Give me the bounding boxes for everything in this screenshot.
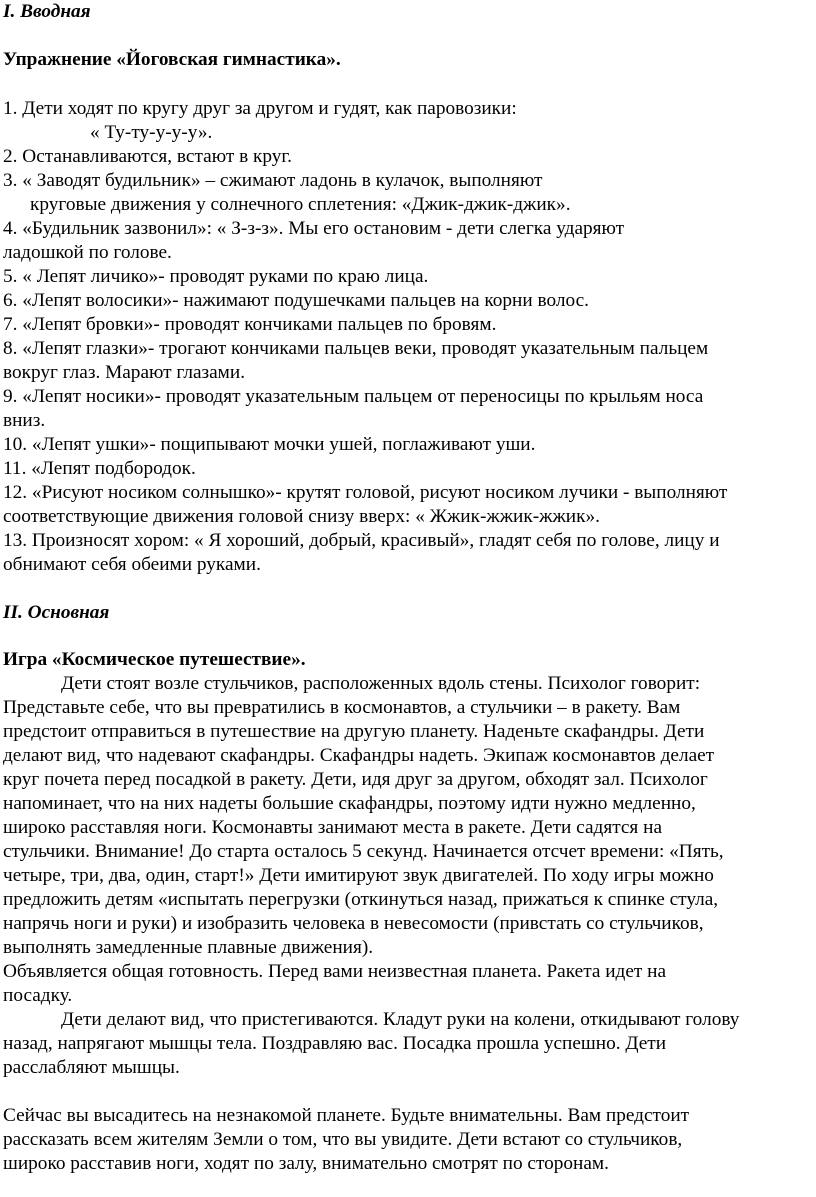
text-line: 12. «Рисуют носиком солнышко»- крутят головой, рисуют носиком лучики - выполняют [3, 482, 728, 503]
section-heading-introductory: I. Вводная [3, 1, 91, 22]
text-line: обнимают себя обеими руками. [3, 554, 261, 575]
text-line: вниз. [3, 410, 46, 431]
text-line: 11. «Лепят подбородок. [3, 458, 196, 479]
text-line: расслабляют мышцы. [3, 1057, 180, 1078]
text-line: 9. «Лепят носики»- проводят указательным пальцем от переносицы по крыльям носа [3, 386, 704, 407]
text-line: 8. «Лепят глазки»- трогают кончиками пальцев веки, проводят указательным пальцем [3, 338, 709, 359]
text-line: напоминает, что на них надеты большие скафандры, поэтому идти нужно медленно, [3, 793, 696, 814]
text-line: 7. «Лепят бровки»- проводят кончиками пальцев по бровям. [3, 314, 497, 335]
text-line: круговые движения у солнечного сплетения: «Джик-джик-джик». [30, 194, 571, 215]
text-line: Объявляется общая готовность. Перед вами неизвестная планета. Ракета идет на [3, 961, 667, 982]
text-line: выполнять замедленные плавные движения). [3, 937, 374, 958]
text-line: 5. « Лепят личико»- проводят руками по краю лица. [3, 266, 429, 287]
text-line: 6. «Лепят волосики»- нажимают подушечками пальцев на корни волос. [3, 290, 589, 311]
text-line: четыре, три, два, один, старт!» Дети имитируют звук двигателей. По ходу игры можно [3, 865, 714, 886]
text-line: делают вид, что надевают скафандры. Скафандры надеть. Экипаж космонавтов делает [3, 745, 715, 766]
text-line: 1. Дети ходят по кругу друг за другом и гудят, как паровозики: [3, 98, 517, 119]
text-line: 3. « Заводят будильник» – сжимают ладонь в кулачок, выполняют [3, 170, 543, 191]
text-line: предложить детям «испытать перегрузки (откинуться назад, прижаться к спинке стула, [3, 889, 719, 910]
text-line: круг почета перед посадкой в ракету. Дети, идя друг за другом, обходят зал. Психолог [3, 769, 708, 790]
text-line: назад, напрягают мышцы тела. Поздравляю вас. Посадка прошла успешно. Дети [3, 1033, 667, 1054]
text-line: 4. «Будильник зазвонил»: « З-з-з». Мы его остановим - дети слегка ударяют [3, 218, 625, 239]
text-line: напрячь ноги и руки) и изобразить человека в невесомости (привстать со стульчиков, [3, 913, 704, 934]
text-line: Представьте себе, что вы превратились в космонавтов, а стульчики – в ракету. Вам [3, 697, 681, 718]
text-line: Дети делают вид, что пристегиваются. Кладут руки на колени, откидывают голову [61, 1009, 740, 1030]
text-line: ладошкой по голове. [3, 242, 172, 263]
text-line: 10. «Лепят ушки»- пощипывают мочки ушей, поглаживают уши. [3, 434, 536, 455]
text-line: стульчики. Внимание! До старта осталось 5 секунд. Начинается отсчет времени: «Пять, [3, 841, 724, 862]
text-line: широко расставляя ноги. Космонавты занимают места в ракете. Дети садятся на [3, 817, 662, 838]
text-line: посадку. [3, 985, 73, 1006]
text-line: 2. Останавливаются, встают в круг. [3, 146, 292, 167]
text-line: 13. Произносят хором: « Я хороший, добрый, красивый», гладят себя по голове, лицу и [3, 530, 720, 551]
section-heading-main: II. Основная [3, 602, 110, 623]
exercise-title: Упражнение «Йоговская гимнастика». [3, 49, 341, 70]
text-line: Дети стоят возле стульчиков, расположенных вдоль стены. Психолог говорит: [61, 673, 701, 694]
text-line: широко расставив ноги, ходят по залу, внимательно смотрят по сторонам. [3, 1153, 609, 1174]
text-line: соответствующие движения головой снизу вверх: « Жжик-жжик-жжик». [3, 506, 600, 527]
text-line: « Ту-ту-у-у-у». [90, 122, 213, 143]
text-line: вокруг глаз. Марают глазами. [3, 362, 246, 383]
text-line: рассказать всем жителям Земли о том, что вы увидите. Дети встают со стульчиков, [3, 1129, 683, 1150]
text-line: предстоит отправиться в путешествие на другую планету. Наденьте скафандры. Дети [3, 721, 705, 742]
game-title: Игра «Космическое путешествие». [3, 649, 306, 670]
text-line: Сейчас вы высадитесь на незнакомой планете. Будьте внимательны. Вам предстоит [3, 1105, 690, 1126]
